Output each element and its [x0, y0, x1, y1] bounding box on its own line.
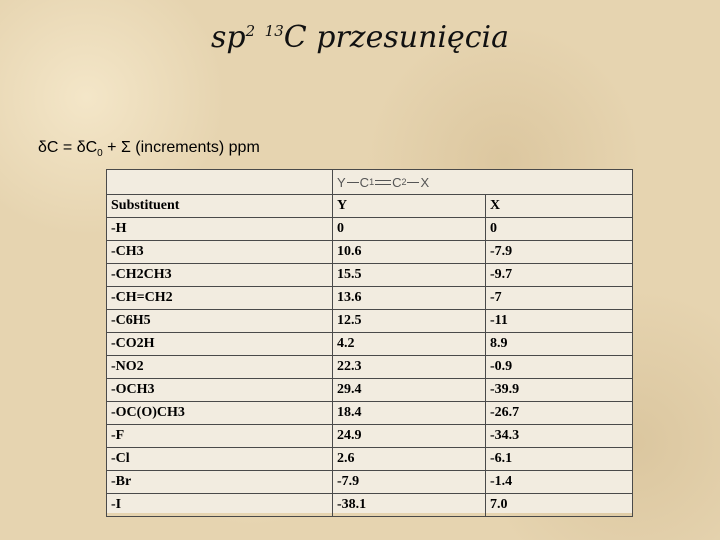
table-row	[107, 494, 633, 517]
table-row	[107, 310, 633, 333]
cell-y: 29.4	[333, 379, 486, 402]
cell-x: -6.1	[486, 448, 633, 471]
table-row	[107, 448, 633, 471]
mol-c1-sup: 1	[369, 177, 375, 187]
table-row	[107, 379, 633, 402]
mol-c2-sup: 2	[401, 177, 407, 187]
header-substituent: Substituent	[107, 195, 333, 218]
title-prefix: sp	[210, 20, 246, 55]
increment-table-wrapper	[106, 169, 633, 513]
cell-substituent: -CH2CH3	[107, 264, 333, 287]
cell-y: 13.6	[333, 287, 486, 310]
title-rest: C przesunięcia	[283, 20, 510, 55]
cell-x: -7	[486, 287, 633, 310]
cell-x: -11	[486, 310, 633, 333]
shift-formula	[38, 139, 260, 159]
cell-y: -38.1	[333, 494, 486, 517]
cell-y: 2.6	[333, 448, 486, 471]
mol-c2: C	[392, 174, 402, 190]
table-row	[107, 218, 633, 241]
table-row	[107, 333, 633, 356]
single-bond-right	[407, 182, 419, 183]
cell-y: 18.4	[333, 402, 486, 425]
cell-y: 22.3	[333, 356, 486, 379]
header-x: X	[486, 195, 633, 218]
cell-substituent: -F	[107, 425, 333, 448]
cell-y: 0	[333, 218, 486, 241]
table-row	[107, 264, 633, 287]
cell-substituent: -CH=CH2	[107, 287, 333, 310]
cell-y: 24.9	[333, 425, 486, 448]
cell-x: 7.0	[486, 494, 633, 517]
cell-substituent: -C6H5	[107, 310, 333, 333]
cell-x: -39.9	[486, 379, 633, 402]
cell-substituent: -OC(O)CH3	[107, 402, 333, 425]
cell-x: -9.7	[486, 264, 633, 287]
cell-x: 8.9	[486, 333, 633, 356]
increment-table	[106, 169, 633, 517]
molecule-row	[107, 170, 633, 195]
cell-substituent: -I	[107, 494, 333, 517]
cell-substituent: -Cl	[107, 448, 333, 471]
cell-substituent: -H	[107, 218, 333, 241]
formula-sub: 0	[97, 148, 103, 160]
table-row	[107, 402, 633, 425]
cell-y: 4.2	[333, 333, 486, 356]
molecule-cell	[333, 170, 633, 195]
table-row	[107, 356, 633, 379]
mol-x: X	[420, 174, 430, 190]
formula-rhs: + Σ (increments) ppm	[102, 139, 260, 156]
slide-title	[0, 20, 720, 55]
formula-lhs: δC = δC	[38, 139, 98, 156]
table-row	[107, 425, 633, 448]
cell-x: -7.9	[486, 241, 633, 264]
molecule-empty-cell	[107, 170, 333, 195]
cell-substituent: -CH3	[107, 241, 333, 264]
mol-c1: C	[359, 174, 370, 190]
mol-y: Y	[337, 174, 346, 190]
cell-x: -34.3	[486, 425, 633, 448]
header-y: Y	[333, 195, 486, 218]
cell-substituent: -OCH3	[107, 379, 333, 402]
cell-y: 12.5	[333, 310, 486, 333]
cell-x: -26.7	[486, 402, 633, 425]
molecule-diagram	[337, 175, 628, 190]
table-row	[107, 287, 633, 310]
cell-substituent: -Br	[107, 471, 333, 494]
title-sup-sp: 2	[245, 22, 256, 40]
cell-substituent: -CO2H	[107, 333, 333, 356]
double-bond	[375, 180, 391, 185]
title-sup-isotope: 13	[264, 22, 284, 40]
table-row	[107, 471, 633, 494]
single-bond-left	[347, 182, 359, 183]
cell-y: 15.5	[333, 264, 486, 287]
cell-y: 10.6	[333, 241, 486, 264]
table-row	[107, 241, 633, 264]
cell-substituent: -NO2	[107, 356, 333, 379]
table-header-row	[107, 195, 633, 218]
cell-y: -7.9	[333, 471, 486, 494]
cell-x: -1.4	[486, 471, 633, 494]
cell-x: -0.9	[486, 356, 633, 379]
cell-x: 0	[486, 218, 633, 241]
